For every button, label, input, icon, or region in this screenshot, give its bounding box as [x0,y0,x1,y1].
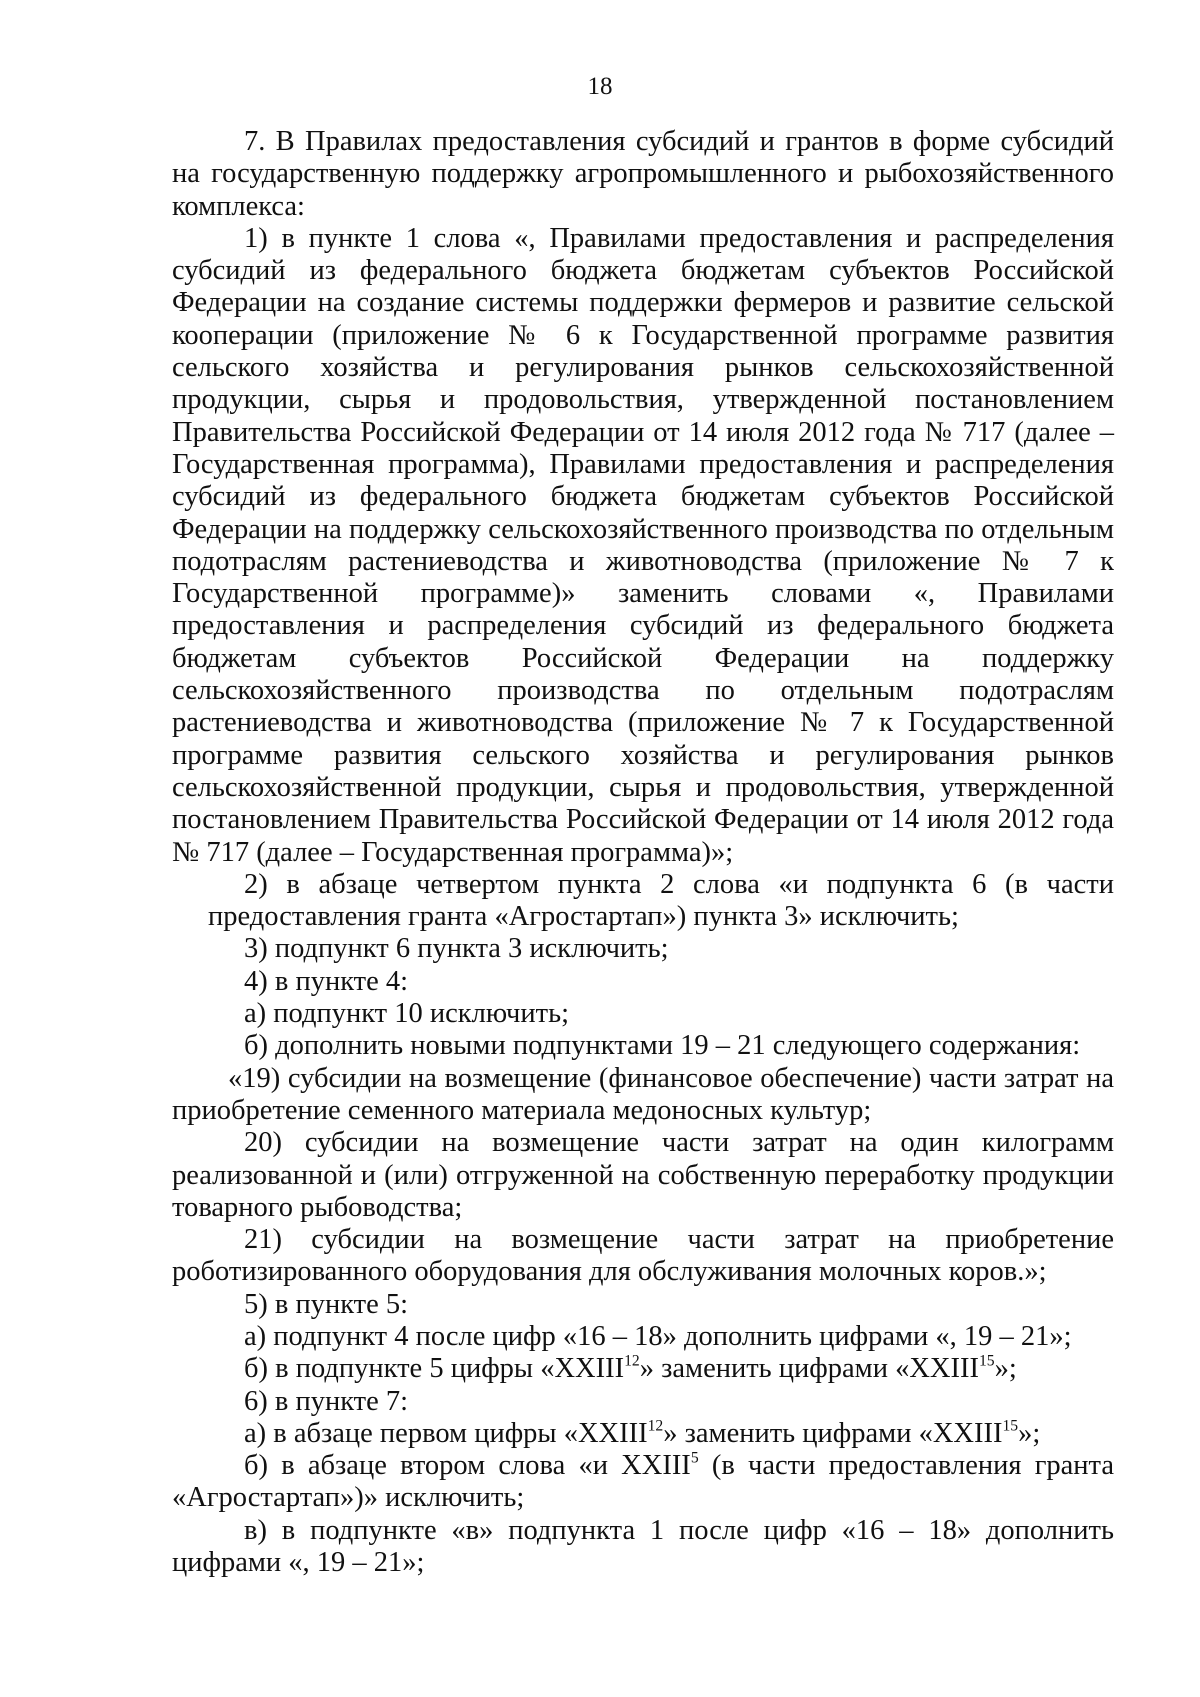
paragraph-quoted-21: 21) субсидии на возмещение части затрат на приобретение роботизированного оборудования для обслуживания молочных коров.»; [172,1224,1114,1288]
superscript: 12 [647,1417,664,1435]
page-number: 18 [587,73,613,100]
paragraph-subitem-3: 3) подпункт 6 пункта 3 исключить; [244,933,669,965]
superscript: 5 [690,1449,699,1467]
paragraph-subitem-5a: а) подпункт 4 после цифр «16 – 18» дополнить цифрами «, 19 – 21»; [244,1320,1072,1352]
paragraph-subitem-5: 5) в пункте 5: [244,1288,409,1320]
superscript: 15 [978,1352,995,1370]
paragraph-subitem-4a: а) подпункт 10 исключить; [244,998,570,1030]
superscript: 15 [1002,1417,1019,1435]
paragraph-item-7: 7. В Правилах предоставления субсидий и грантов в форме субсидий на государственную поддержку агропромышленного и рыбохозяйственного комплекса: [172,126,1114,222]
paragraph-subitem-6b: б) в абзаце втором слова «и XXIII$^5$ (в части предоставления гранта «Агростартап»)» исключить; [172,1449,1115,1514]
paragraph-subitem-1: 1) в пункте 1 слова «, Правилами предоставления и распределения субсидий из федерального бюджета бюджетам субъектов Российской Федерации на создание системы поддержки фермеров и развитие сельской кооперации (приложение № 6 к Государственной программе развития сельского хозяйства и регулирования рынков сельскохозяйственной продукции, сырья и продовольствия, утвержденной постановлением Правительства Российской Федерации от 14 июля 2012 года № 717 (далее – Государственная программа), Правилами предоставления и распределения субсидий из федерального бюджета бюджетам субъектов Российской Федерации на поддержку сельскохозяйственного производства по отдельным подотраслям растениеводства и животноводства (приложение № 7 к Государственной программе)» заменить словами «, Правилами предоставления и распределения субсидий из федерального бюджета бюджетам субъектов Российской Федерации на поддержку сельскохозяйственного производства по отдельным подотраслям растениеводства и животноводства (приложение № 7 к Государственной программе развития сельского хозяйства и регулирования рынков сельскохозяйственной продукции, сырья и продовольствия, утвержденной постановлением Правительства Российской Федерации от 14 июля 2012 года № 717 (далее – Государственная программа)»; [172,222,1114,868]
paragraph-subitem-6: 6) в пункте 7: [244,1385,409,1417]
paragraph-subitem-6c: в) в подпункте «в» подпункта 1 после цифр «16 – 18» дополнить цифрами «, 19 – 21»; [172,1514,1114,1579]
paragraph-subitem-6a: а) в абзаце первом цифры «XXIII$^{12}$» заменить цифрами «XXIII$^{15}$»; [244,1417,1041,1449]
paragraph-quoted-19: «19) субсидии на возмещение (финансовое обеспечение) части затрат на приобретение семенного материала медоносных культур; [172,1062,1114,1126]
superscript: 12 [624,1352,640,1370]
paragraph-subitem-4: 4) в пункте 4: [244,965,409,997]
paragraph-subitem-4b: б) дополнить новыми подпунктами 19 – 21 следующего содержания: [244,1030,1081,1062]
document-body [172,126,1114,1579]
paragraph-subitem-2: 2) в абзаце четвертом пункта 2 слова «и подпункта 6 (в части предоставления гранта «Агростартап») пункта 3» исключить; [208,868,1114,933]
paragraph-quoted-20: 20) субсидии на возмещение части затрат на один килограмм реализованной и (или) отгруженной на собственную переработку продукции товарного рыбоводства; [172,1127,1114,1223]
paragraph-subitem-5b: б) в подпункте 5 цифры «XXIII$^{12}$» заменить цифрами «XXIII$^{15}$»; [244,1352,1017,1385]
